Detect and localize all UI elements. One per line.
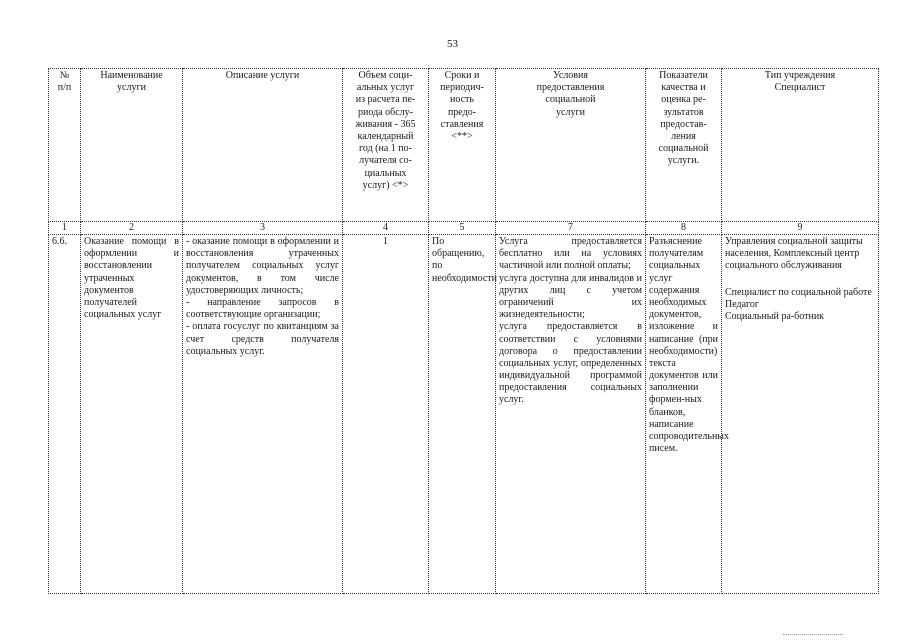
table-row: [49, 235, 879, 594]
table-header-row: [49, 69, 879, 222]
service-volume: 1: [343, 235, 429, 594]
page-number: 53: [447, 38, 458, 50]
specialist-item: Педагог: [725, 298, 760, 310]
column-number: 9: [722, 222, 879, 235]
column-number: 4: [343, 222, 429, 235]
column-number: 5: [429, 222, 496, 235]
institution-cell: [722, 235, 879, 594]
scan-artifact: [783, 634, 843, 637]
specialist-item: Специалист по социальной работе: [725, 286, 872, 298]
header-quality: Показатели качества и оценка ре- зультатов предостав- ления социальной услуги.: [646, 69, 722, 222]
column-number: 1: [49, 222, 81, 235]
header-institution: Тип учреждения Специалист: [722, 69, 879, 222]
row-number: 6.6.: [49, 235, 81, 594]
services-table: [48, 68, 879, 594]
service-quality: Разъяснение получателям социальных услуг содержания необходимых документов, изложение и написание (при необходимости) текста документов или заполнении формен-ных бланков, написание сопроводительных писем.: [646, 235, 722, 594]
header-number: № п/п: [49, 69, 81, 222]
service-terms: По обращению, по необходимости: [429, 235, 496, 594]
header-terms: Сроки и периодич- ность предо- ставления <**>: [429, 69, 496, 222]
column-number: 3: [183, 222, 343, 235]
header-conditions: Условия предоставления социальной услуги: [496, 69, 646, 222]
specialist-item: Социальный ра-ботник: [725, 310, 825, 322]
header-service-name: Наименование услуги: [81, 69, 183, 222]
header-volume: Объем соци- альных услуг из расчета пе- риода обслу- живания - 365 календарный год (на 1 по- лучателя со- циальных услуг) <*>: [343, 69, 429, 222]
column-number: 2: [81, 222, 183, 235]
column-numbers-row: [49, 222, 879, 235]
service-name: Оказание помощи в оформлении и восстановлении утраченных документов получателей социальных услуг: [81, 235, 183, 594]
spacer: [725, 273, 875, 287]
column-number: 8: [646, 222, 722, 235]
column-number: 7: [496, 222, 646, 235]
service-description: - оказание помощи в оформлении и восстановления утраченных получателем социальных услуг документов, в том числе удостоверяющих личность; - направление запросов в соответствующие организации; - оплата госуслуг по квитанциям за счет средств получателя социальных услуг.: [183, 235, 343, 594]
header-description: Описание услуги: [183, 69, 343, 222]
institution-type: Управления социальной защиты населения, Комплексный центр социального обслуживания: [725, 236, 863, 272]
service-conditions: Услуга предоставляется бесплатно или на условиях частичной или полной оплаты; услуга доступна для инвалидов и других лиц с учетом ограничений их жизнедеятельности; услуга предоставляется в соответствии с условиями договора о предоставлении социальных услуг, определенных индивидуальной программой предоставления социальных услуг.: [496, 235, 646, 594]
